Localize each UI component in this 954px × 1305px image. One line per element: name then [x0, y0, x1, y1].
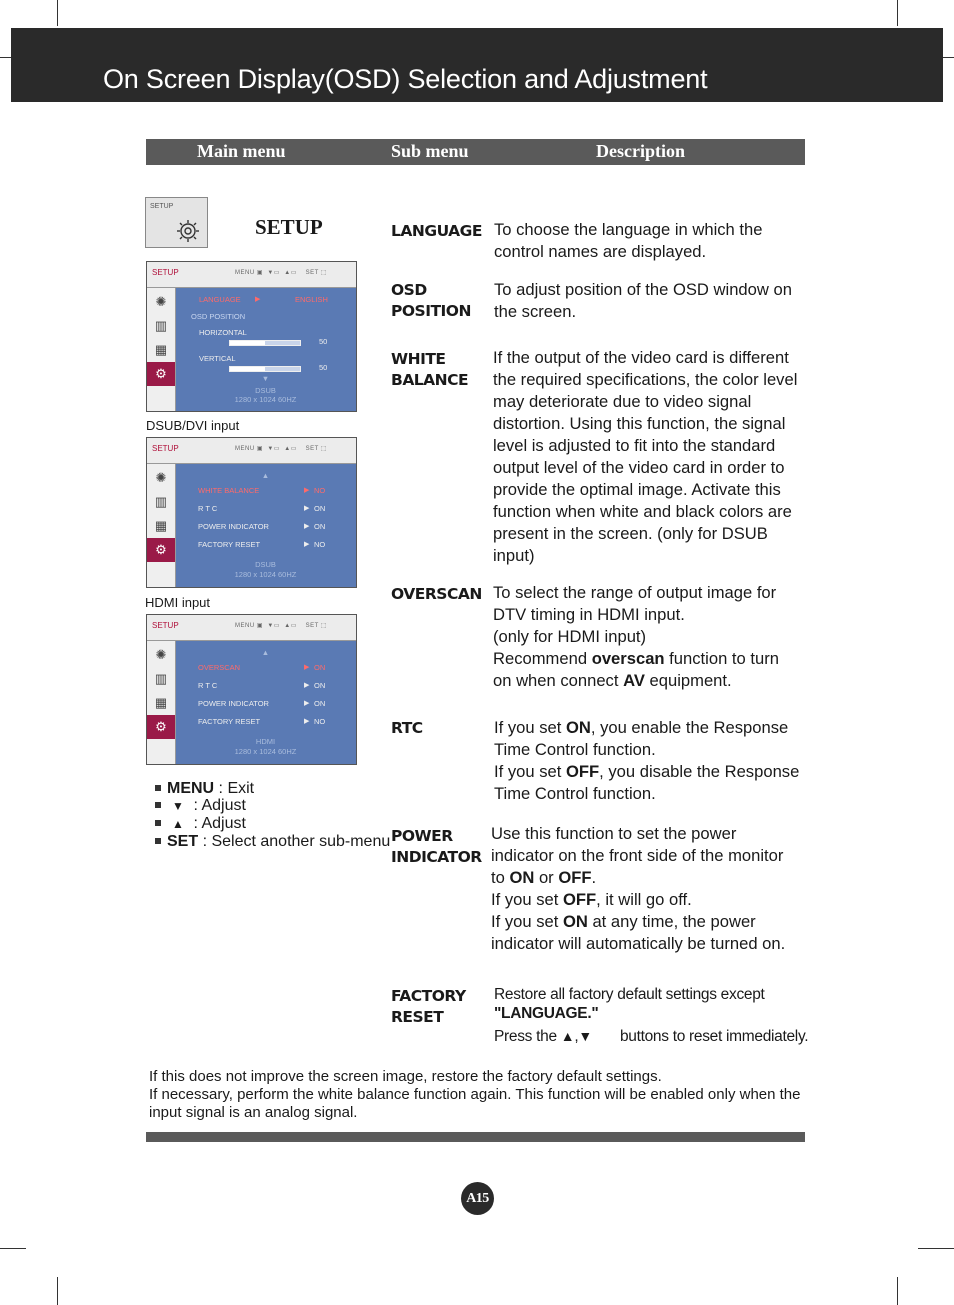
color-icon: ▥ — [154, 318, 168, 333]
osd-row-label: WHITE BALANCE — [198, 486, 260, 495]
crop-mark — [918, 1248, 954, 1249]
osd-row-label: FACTORY RESET — [198, 540, 261, 549]
osd-set-key: SET — [305, 446, 319, 452]
osd-row-value: NO — [314, 540, 326, 549]
desc-language: To choose the language in which the control names are displayed. — [494, 220, 763, 261]
osd-mode: 1280 x 1024 60HZ — [234, 747, 297, 756]
column-main-menu: Main menu — [197, 141, 286, 161]
legend-set-text: : Select another sub-menu — [198, 833, 391, 850]
osd-row-value: NO — [314, 717, 326, 726]
submenu-language: LANGUAGE — [391, 222, 482, 240]
osd-mode: 1280 x 1024 60HZ — [234, 570, 297, 579]
picture-icon: ▦ — [154, 518, 168, 533]
osd-row-label: FACTORY RESET — [198, 717, 261, 726]
osd-row-label: R T C — [198, 504, 218, 513]
osd-sidebar — [147, 288, 176, 411]
osd-row-value: ON — [314, 699, 326, 708]
brightness-icon: ✺ — [155, 470, 167, 485]
submenu-osd-position: OSD POSITION — [391, 281, 471, 320]
legend-menu — [155, 780, 254, 798]
arrow-right-icon: ▶ — [304, 523, 310, 530]
brightness-icon: ✺ — [155, 647, 167, 662]
osd-top-bar — [147, 262, 356, 288]
submenu-factory-reset: FACTORY RESET — [391, 987, 466, 1026]
osd-row-value: ON — [314, 522, 326, 531]
osd-set-key: SET — [305, 623, 319, 629]
osd-title: SETUP — [152, 621, 179, 630]
osd-row-label: OVERSCAN — [198, 663, 241, 672]
osd-language-label: LANGUAGE — [199, 295, 241, 304]
desc-overscan: To select the range of output image for DTV timing in HDMI input. (only for HDMI input) Recommend overscan function to turn on when connect AV equipment. — [493, 583, 779, 690]
osd-language-value: ENGLISH — [295, 295, 328, 304]
submenu-power-indicator: POWER INDICATOR — [391, 827, 482, 866]
bottom-bar — [146, 1132, 805, 1142]
crop-mark — [897, 1277, 898, 1305]
arrow-right-icon: ▶ — [304, 505, 310, 512]
osd-row-label: POWER INDICATOR — [198, 522, 269, 531]
brightness-icon: ✺ — [155, 294, 167, 309]
arrow-right-icon: ▶ — [304, 541, 310, 548]
caption-hdmi: HDMI input — [145, 595, 211, 610]
setup-gear-icon: ⚙ — [147, 362, 175, 386]
column-sub-menu: Sub menu — [391, 141, 469, 161]
osd-title: SETUP — [152, 444, 179, 453]
arrow-right-icon: ▶ — [304, 664, 310, 671]
osd-menu-key: MENU — [235, 270, 255, 276]
osd-signal: HDMI — [255, 737, 276, 746]
legend-down — [155, 797, 246, 816]
crop-mark — [57, 0, 58, 26]
osd-horizontal-value: 50 — [319, 337, 328, 346]
arrow-right-icon: ▶ — [304, 718, 310, 725]
chevron-down-icon: ▼ — [261, 374, 270, 383]
arrow-right-icon: ▶ — [255, 296, 261, 303]
osd-control-icons: MENU ▣ ▼▭ ▲▭ SET ⬚ — [235, 623, 327, 629]
crop-mark — [0, 1248, 26, 1249]
osd-position-label: OSD POSITION — [191, 312, 246, 321]
setup-icon-caption: SETUP — [150, 203, 174, 210]
osd-screen-setup-1 — [146, 261, 357, 412]
desc-power-indicator: Use this function to set the power indicator on the front side of the monitor to ON or OFF. If you set OFF, it will go off. If you set ON at any time, the power indicator will automatically be turned on. — [491, 824, 786, 953]
osd-sidebar — [147, 464, 176, 587]
osd-screen-setup-2 — [146, 437, 357, 588]
desc-white-balance: If the output of the video card is different the required specifications, the color level may deteriorate due to video signal distortion. Using this function, the signal level is adjusted to fit into the standard output level of the video card in order to provide the optimal image. Activate this function when white and black colors are present in the screen. (only for DSUB input) — [493, 348, 798, 565]
osd-row-label: POWER INDICATOR — [198, 699, 269, 708]
osd-menu-key: MENU — [235, 446, 255, 452]
osd-row-value: ON — [314, 504, 326, 513]
osd-horizontal-label: HORIZONTAL — [199, 328, 247, 337]
osd-mode: 1280 x 1024 60HZ — [234, 395, 297, 404]
osd-screen-setup-3 — [146, 614, 357, 765]
osd-menu-key: MENU — [235, 623, 255, 629]
desc-factory-reset: Restore all factory default settings except "LANGUAGE." Press the ▲,▼ buttons to reset immediately. — [494, 986, 809, 1045]
submenu-overscan: OVERSCAN — [391, 585, 482, 603]
desc-rtc: If you set ON, you enable the Response Time Control function. If you set OFF, you disable the Response Time Control function. — [494, 718, 800, 803]
osd-sidebar — [147, 641, 176, 764]
color-icon: ▥ — [154, 494, 168, 509]
legend-set — [155, 833, 390, 851]
down-arrow-icon: ▼ — [172, 799, 184, 813]
arrow-right-icon: ▶ — [304, 487, 310, 494]
vertical-slider — [229, 366, 301, 372]
chevron-up-icon: ▲ — [261, 648, 270, 657]
osd-row-label: R T C — [198, 681, 218, 690]
page-title: On Screen Display(OSD) Selection and Adjustment — [103, 64, 708, 94]
osd-set-key: SET — [305, 270, 319, 276]
osd-vertical-value: 50 — [319, 363, 328, 372]
picture-icon: ▦ — [154, 695, 168, 710]
setup-gear-icon: ⚙ — [147, 715, 175, 739]
osd-row-value: ON — [314, 681, 326, 690]
color-icon: ▥ — [154, 671, 168, 686]
down-arrow-icon: ▼ — [578, 1028, 592, 1044]
chevron-up-icon: ▲ — [261, 471, 270, 480]
page-number: A15 — [461, 1182, 494, 1215]
osd-top-bar — [147, 438, 356, 464]
horizontal-slider — [229, 340, 301, 346]
osd-control-icons: MENU ▣ ▼▭ ▲▭ SET ⬚ — [235, 270, 327, 276]
legend-up-text: : Adjust — [189, 815, 246, 832]
osd-vertical-label: VERTICAL — [199, 354, 236, 363]
picture-icon: ▦ — [154, 342, 168, 357]
osd-signal: DSUB — [255, 560, 276, 569]
osd-signal: DSUB — [255, 386, 276, 395]
up-arrow-icon: ▲ — [172, 817, 184, 831]
legend-down-text: : Adjust — [189, 797, 246, 814]
osd-row-value: ON — [314, 663, 326, 672]
up-arrow-icon: ▲ — [560, 1028, 575, 1044]
column-description: Description — [596, 141, 685, 161]
legend-menu-key: MENU — [167, 780, 215, 797]
legend-set-key: SET — [167, 833, 199, 850]
osd-title: SETUP — [152, 268, 179, 277]
osd-top-bar — [147, 615, 356, 641]
arrow-right-icon: ▶ — [304, 700, 310, 707]
desc-osd-position: To adjust position of the OSD window on the screen. — [494, 280, 792, 321]
osd-row-value: NO — [314, 486, 326, 495]
osd-control-icons: MENU ▣ ▼▭ ▲▭ SET ⬚ — [235, 446, 327, 452]
caption-dsub-dvi: DSUB/DVI input — [146, 418, 240, 433]
setup-gear-icon: ⚙ — [147, 538, 175, 562]
legend-up — [155, 815, 246, 834]
crop-mark — [897, 0, 898, 26]
submenu-white-balance: WHITE BALANCE — [391, 350, 469, 389]
crop-mark — [57, 1277, 58, 1305]
arrow-right-icon: ▶ — [304, 682, 310, 689]
main-menu-title: SETUP — [255, 215, 323, 239]
legend-menu-text: : Exit — [214, 780, 255, 797]
footnote — [149, 1068, 809, 1122]
footnote-line-1: If this does not improve the screen image, restore the factory default settings. — [149, 1068, 662, 1085]
footnote-line-2: If necessary, perform the white balance function again. This function will be enabled only when the input signal is an analog signal. — [149, 1086, 801, 1121]
submenu-rtc: RTC — [391, 719, 423, 737]
